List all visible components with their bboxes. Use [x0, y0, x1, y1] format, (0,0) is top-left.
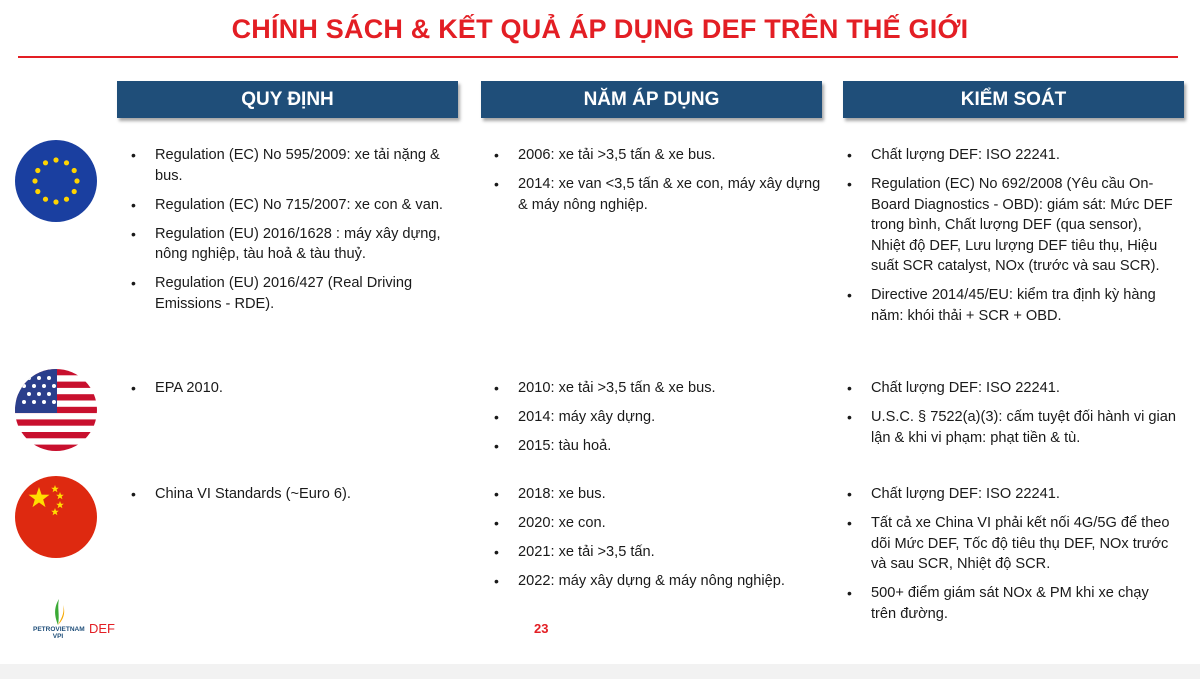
list-item: • 2014: máy xây dựng. [494, 407, 824, 428]
list-item: • 2020: xe con. [494, 513, 824, 534]
slide-title: CHÍNH SÁCH & KẾT QUẢ ÁP DỤNG DEF TRÊN THẾ GIỚI [231, 14, 969, 44]
list-item: • Regulation (EC) No 692/2008 (Yêu cầu On-Board Diagnostics - OBD): giám sát: Mức DEF trong bình, Chất lượng DEF (qua sensor), Nhiệt độ DEF, Lưu lượng DEF tiêu thụ, Hiệu suất SCR catalyst, NOx (trước và sau SCR). [847, 174, 1177, 277]
list-item: • China VI Standards (~Euro 6). [131, 484, 459, 505]
us-flag-icon [15, 369, 97, 451]
list-item: • Chất lượng DEF: ISO 22241. [847, 484, 1177, 505]
footer-label: DEF [89, 621, 115, 636]
list-item: • 2015: tàu hoả. [494, 436, 824, 457]
list-item: • 2018: xe bus. [494, 484, 824, 505]
list-item: • Regulation (EU) 2016/427 (Real Driving Emissions - RDE). [131, 273, 459, 314]
column-header-regulation: QUY ĐỊNH [117, 81, 458, 118]
list-item: • U.S.C. § 7522(a)(3): cấm tuyệt đối hành vi gian lận & khi vi phạm: phạt tiền & tù. [847, 407, 1177, 448]
bottom-band [0, 664, 1200, 679]
us-year-list [494, 378, 824, 465]
us-regulation-list [131, 378, 459, 407]
china-year-list [494, 484, 824, 600]
list-item: • Tất cả xe China VI phải kết nối 4G/5G để theo dõi Mức DEF, Tốc độ tiêu thụ DEF, NOx trước và sau SCR, Nhiệt độ SCR. [847, 513, 1177, 575]
list-item: • Chất lượng DEF: ISO 22241. [847, 145, 1177, 166]
title-divider [18, 56, 1178, 58]
list-item: • Chất lượng DEF: ISO 22241. [847, 378, 1177, 399]
list-item: • EPA 2010. [131, 378, 459, 399]
list-item: • Directive 2014/45/EU: kiểm tra định kỳ hàng năm: khói thải + SCR + OBD. [847, 285, 1177, 326]
china-control-list [847, 484, 1177, 633]
list-item: • Regulation (EC) No 715/2007: xe con & van. [131, 195, 459, 216]
eu-control-list [847, 145, 1177, 335]
logo-text: PETROVIETNAM VPI [33, 626, 85, 640]
china-flag-icon [15, 476, 97, 558]
list-item: • 2010: xe tải >3,5 tấn & xe bus. [494, 378, 824, 399]
list-item: • Regulation (EU) 2016/1628 : máy xây dựng, nông nghiệp, tàu hoả & tàu thuỷ. [131, 224, 459, 265]
eu-flag-icon [15, 140, 97, 222]
list-item: • 2014: xe van <3,5 tấn & xe con, máy xây dựng & máy nông nghiệp. [494, 174, 824, 215]
us-control-list [847, 378, 1177, 457]
list-item: • 500+ điểm giám sát NOx & PM khi xe chạy trên đường. [847, 583, 1177, 624]
list-item: • 2006: xe tải >3,5 tấn & xe bus. [494, 145, 824, 166]
list-item: • 2022: máy xây dựng & máy nông nghiệp. [494, 571, 824, 592]
list-item: • 2021: xe tải >3,5 tấn. [494, 542, 824, 563]
column-header-year: NĂM ÁP DỤNG [481, 81, 822, 118]
eu-regulation-list [131, 145, 459, 323]
page-number: 23 [534, 621, 549, 636]
eu-year-list [494, 145, 824, 224]
china-regulation-list [131, 484, 459, 513]
column-header-control: KIỂM SOÁT [843, 81, 1184, 118]
list-item: • Regulation (EC) No 595/2009: xe tải nặng & bus. [131, 145, 459, 186]
